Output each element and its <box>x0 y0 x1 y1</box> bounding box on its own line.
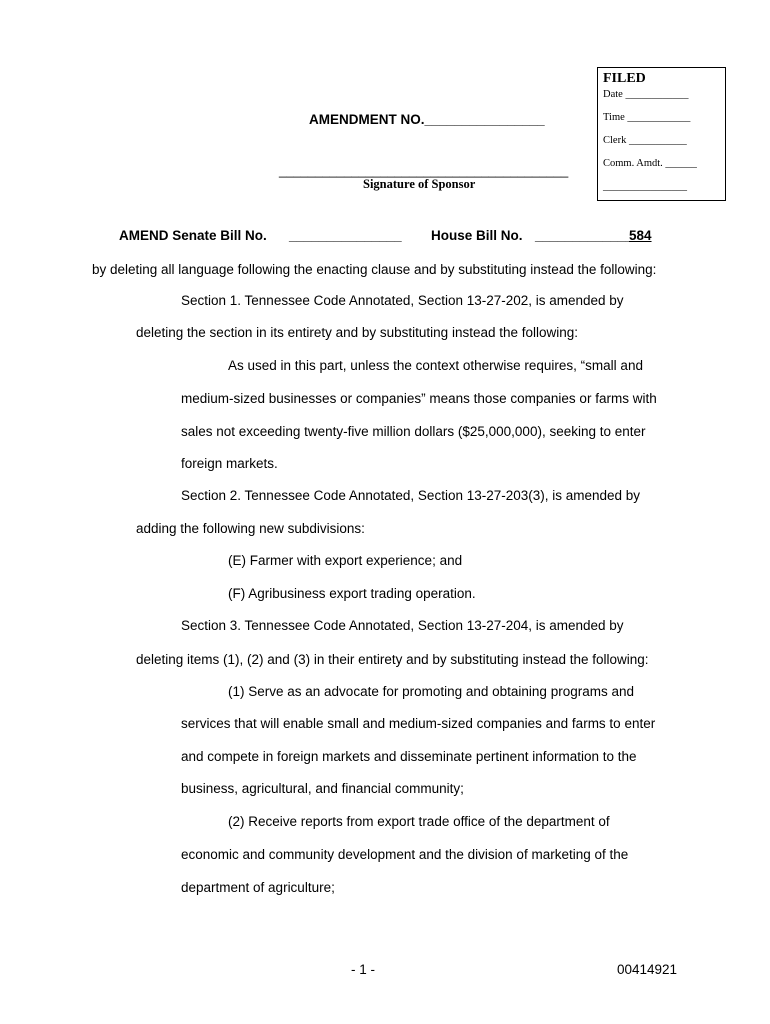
body-line: business, agricultural, and financial community; <box>181 781 464 796</box>
body-line: department of agriculture; <box>181 880 335 895</box>
body-line: Section 3. Tennessee Code Annotated, Section 13-27-204, is amended by <box>181 618 624 633</box>
body-line: economic and community development and the division of marketing of the <box>181 847 629 862</box>
filed-blank-line: ________________ <box>603 181 687 192</box>
signature-label: Signature of Sponsor <box>363 177 476 191</box>
filed-comm-amdt: Comm. Amdt. ______ <box>603 158 697 169</box>
amendment-number: AMENDMENT NO.________________ <box>309 112 545 127</box>
body-line: Section 2. Tennessee Code Annotated, Section 13-27-203(3), is amended by <box>181 488 641 503</box>
body-line: medium-sized businesses or companies” means those companies or farms with <box>181 391 657 406</box>
house-bill-number: 584 <box>629 228 652 243</box>
filed-title: FILED <box>603 71 646 86</box>
body-line: Section 1. Tennessee Code Annotated, Section 13-27-202, is amended by <box>181 293 624 308</box>
body-line: foreign markets. <box>181 456 278 471</box>
signature-line: ________________________________________ <box>279 163 569 178</box>
body-line: deleting items (1), (2) and (3) in their entirety and by substituting instead the following: <box>136 652 649 667</box>
house-bill-label: House Bill No. <box>431 228 523 243</box>
page-number: - 1 - <box>351 962 376 977</box>
body-line: adding the following new subdivisions: <box>136 521 365 536</box>
body-line: services that will enable small and medium-sized companies and farms to enter <box>181 716 656 731</box>
body-line: (2) Receive reports from export trade office of the department of <box>228 814 610 829</box>
amend-senate-label: AMEND Senate Bill No. <box>119 228 267 243</box>
body-line: and compete in foreign markets and disseminate pertinent information to the <box>181 749 637 764</box>
filed-date: Date ____________ <box>603 89 689 100</box>
body-line: deleting the section in its entirety and by substituting instead the following: <box>136 325 579 340</box>
document-number: 00414921 <box>617 962 678 977</box>
body-line: (F) Agribusiness export trading operation. <box>228 586 476 601</box>
filed-time: Time ____________ <box>603 112 691 123</box>
filed-clerk: Clerk ___________ <box>603 135 687 146</box>
body-line: sales not exceeding twenty-five million dollars ($25,000,000), seeking to enter <box>181 424 646 439</box>
senate-bill-blank: _______________ <box>289 228 402 243</box>
body-line: (1) Serve as an advocate for promoting and obtaining programs and <box>228 684 634 699</box>
intro-paragraph: by deleting all language following the enacting clause and by substituting instead the following: <box>92 262 657 277</box>
body-line: (E) Farmer with export experience; and <box>228 553 463 568</box>
body-line: As used in this part, unless the context otherwise requires, “small and <box>228 358 643 373</box>
filed-box <box>597 67 726 201</box>
house-bill-blank: _____________ <box>535 228 633 243</box>
